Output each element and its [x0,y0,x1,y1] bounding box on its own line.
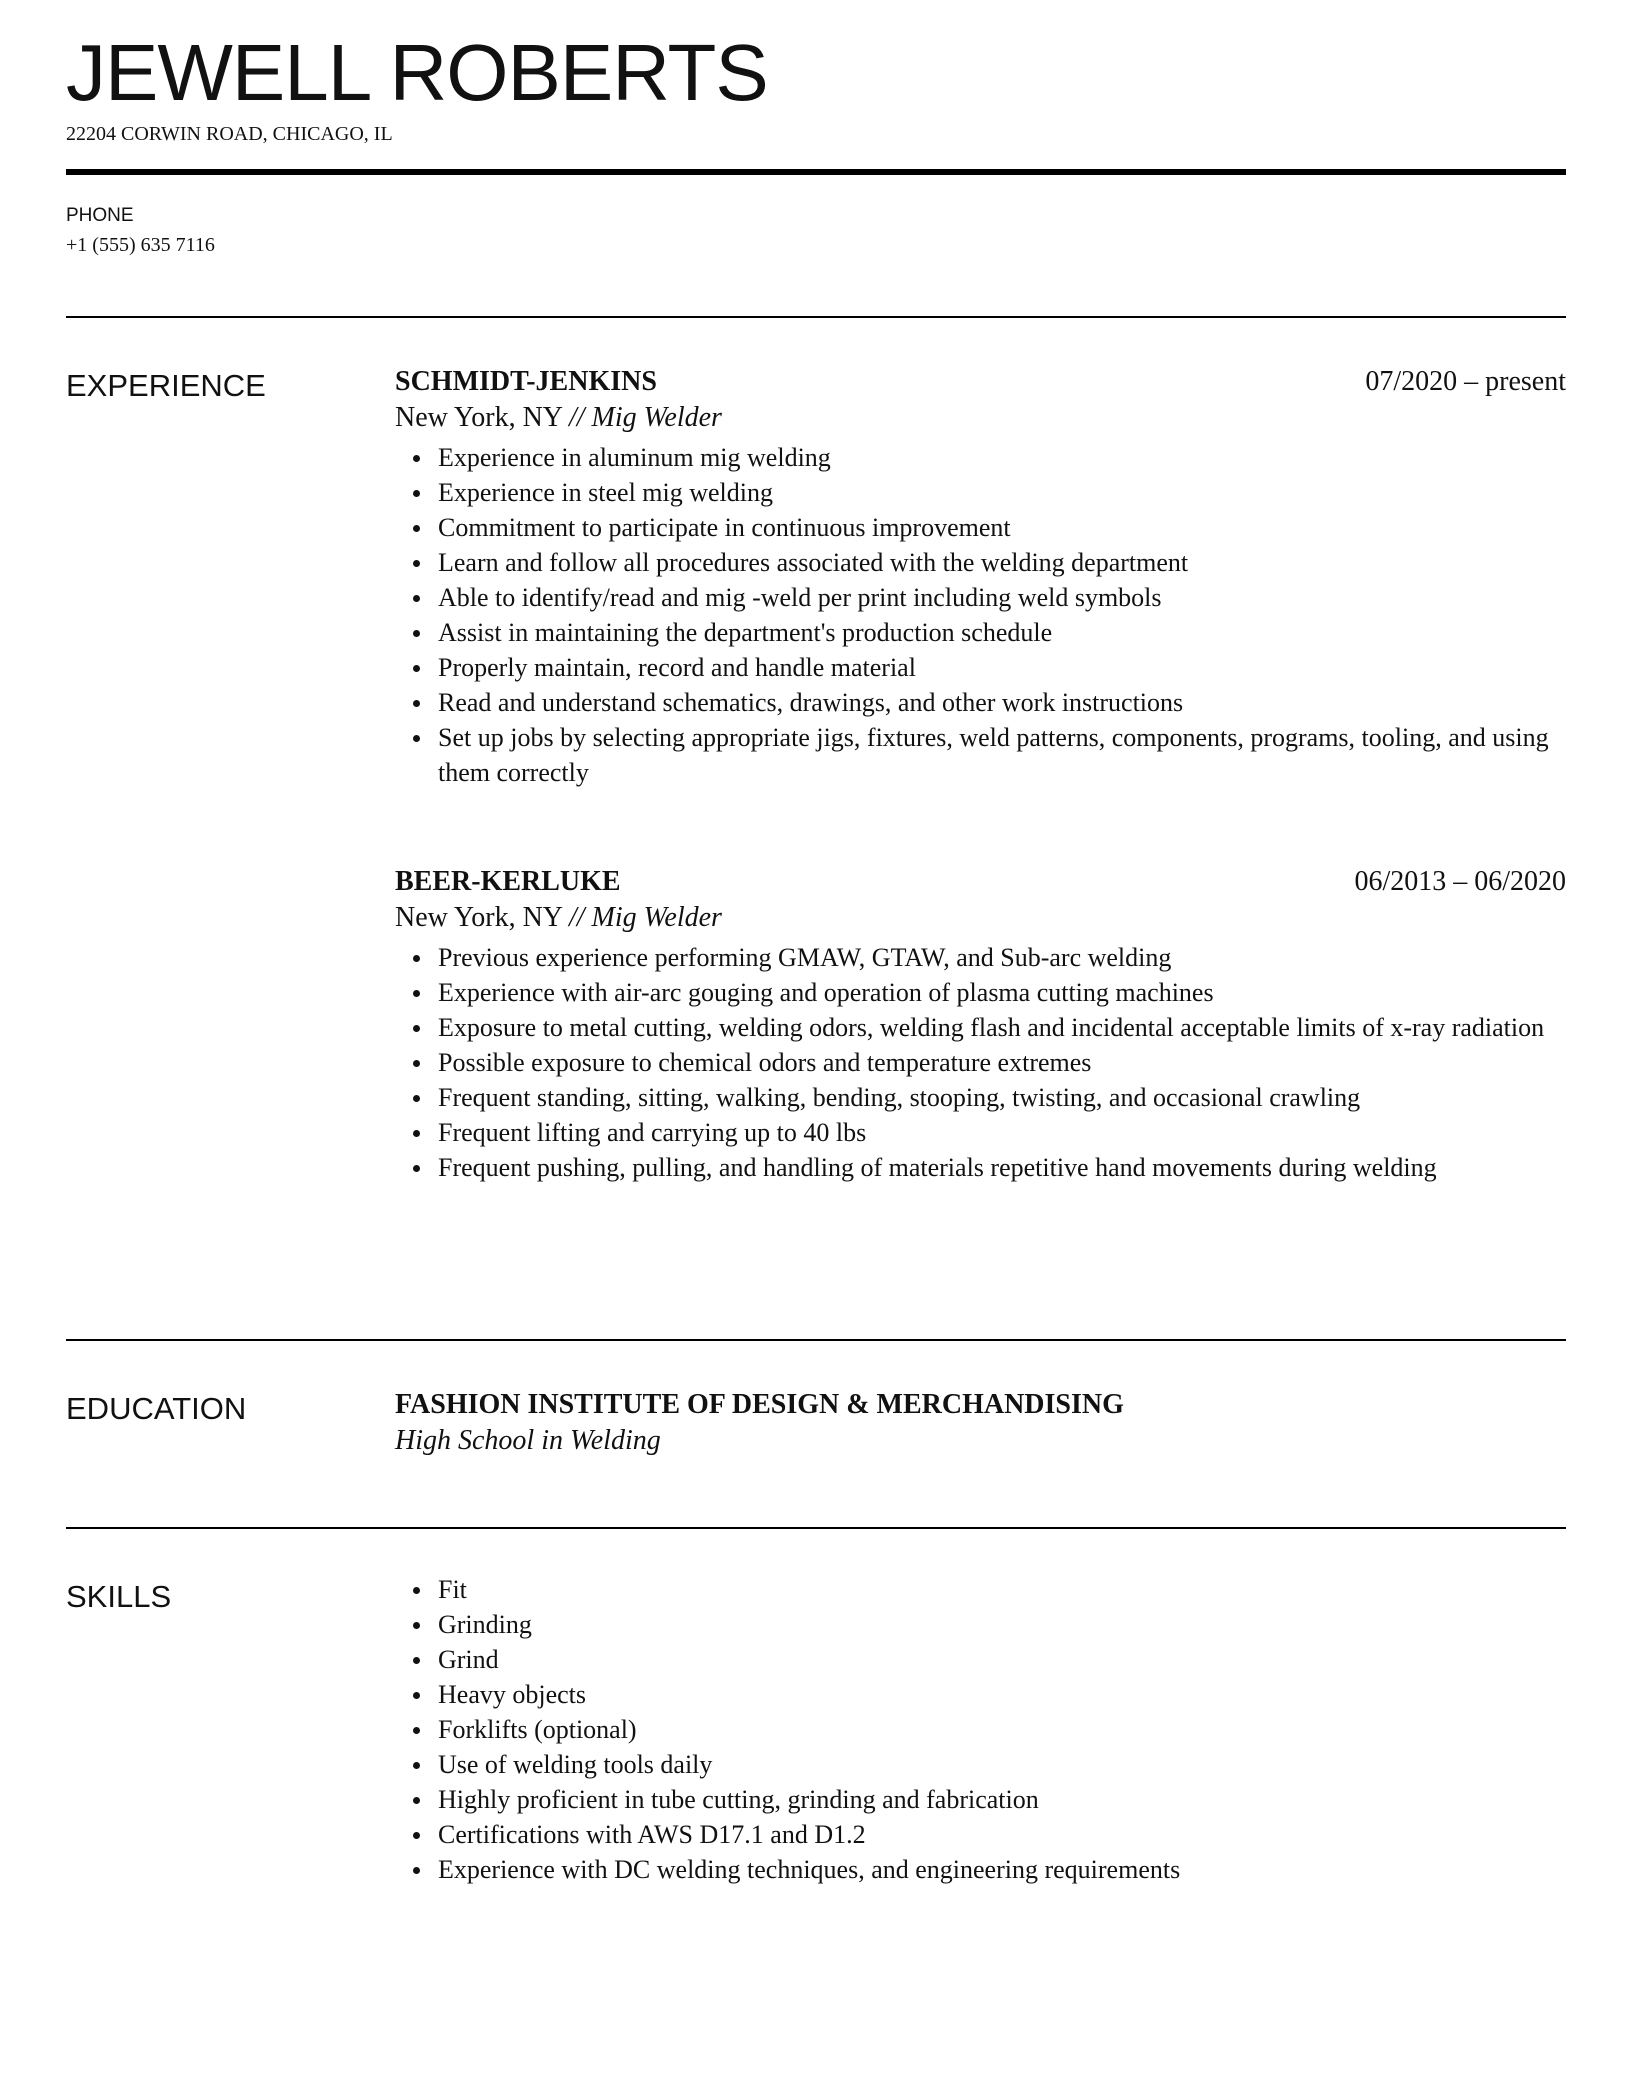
section-divider [66,1339,1566,1341]
list-item: Highly proficient in tube cutting, grinding and fabrication [395,1782,1566,1817]
phone-label: PHONE [66,205,134,226]
job-separator: // [568,902,585,933]
list-item: Frequent pushing, pulling, and handling of materials repetitive hand movements during welding [395,1150,1566,1185]
phone-value: +1 (555) 635 7116 [66,234,215,256]
list-item: Read and understand schematics, drawings, and other work instructions [395,685,1566,720]
list-item: Forklifts (optional) [395,1712,1566,1747]
list-item: Grind [395,1642,1566,1677]
skills-list [395,1572,1566,1887]
job-subline [395,400,1566,436]
list-item: Experience with air-arc gouging and operation of plasma cutting machines [395,975,1566,1010]
job-bullets [395,940,1566,1185]
list-item: Grinding [395,1607,1566,1642]
list-item: Exposure to metal cutting, welding odors, welding flash and incidental acceptable limits of x-ray radiation [395,1010,1566,1045]
job-entry [395,864,1566,1185]
education-entry [395,1387,1566,1459]
address: 22204 CORWIN ROAD, CHICAGO, IL [66,123,393,145]
list-item: Frequent standing, sitting, walking, bending, stooping, twisting, and occasional crawling [395,1080,1566,1115]
list-item: Set up jobs by selecting appropriate jigs, fixtures, weld patterns, components, programs, tooling, and using them correctly [395,720,1566,790]
list-item: Use of welding tools daily [395,1747,1566,1782]
list-item: Properly maintain, record and handle material [395,650,1566,685]
list-item: Experience in steel mig welding [395,475,1566,510]
list-item: Possible exposure to chemical odors and temperature extremes [395,1045,1566,1080]
list-item: Frequent lifting and carrying up to 40 lbs [395,1115,1566,1150]
candidate-name: JEWELL ROBERTS [66,28,768,117]
list-item: Fit [395,1572,1566,1607]
list-item: Commitment to participate in continuous improvement [395,510,1566,545]
list-item: Previous experience performing GMAW, GTAW, and Sub-arc welding [395,940,1566,975]
job-company: SCHMIDT-JENKINS [395,366,657,397]
skills-heading: SKILLS [66,1579,172,1614]
list-item: Assist in maintaining the department's production schedule [395,615,1566,650]
job-entry [395,364,1566,790]
job-dates: 06/2013 – 06/2020 [1354,866,1566,897]
job-role: Mig Welder [591,902,722,933]
list-item: Experience with DC welding techniques, and engineering requirements [395,1852,1566,1887]
job-separator: // [568,402,585,433]
job-bullets [395,440,1566,790]
education-heading: EDUCATION [66,1391,247,1426]
job-role: Mig Welder [591,402,722,433]
list-item: Able to identify/read and mig -weld per print including weld symbols [395,580,1566,615]
job-subline [395,900,1566,936]
section-divider [66,1527,1566,1529]
education-degree: High School in Welding [395,1425,661,1456]
job-location: New York, NY [395,402,562,433]
job-dates: 07/2020 – present [1365,366,1566,397]
experience-heading: EXPERIENCE [66,368,266,403]
list-item: Heavy objects [395,1677,1566,1712]
skills-list-container [395,1572,1566,1887]
job-company: BEER-KERLUKE [395,866,621,897]
job-location: New York, NY [395,902,562,933]
list-item: Certifications with AWS D17.1 and D1.2 [395,1817,1566,1852]
section-divider [66,316,1566,318]
header-divider [66,169,1566,175]
list-item: Learn and follow all procedures associated with the welding department [395,545,1566,580]
list-item: Experience in aluminum mig welding [395,440,1566,475]
education-school: FASHION INSTITUTE OF DESIGN & MERCHANDISING [395,1389,1124,1420]
